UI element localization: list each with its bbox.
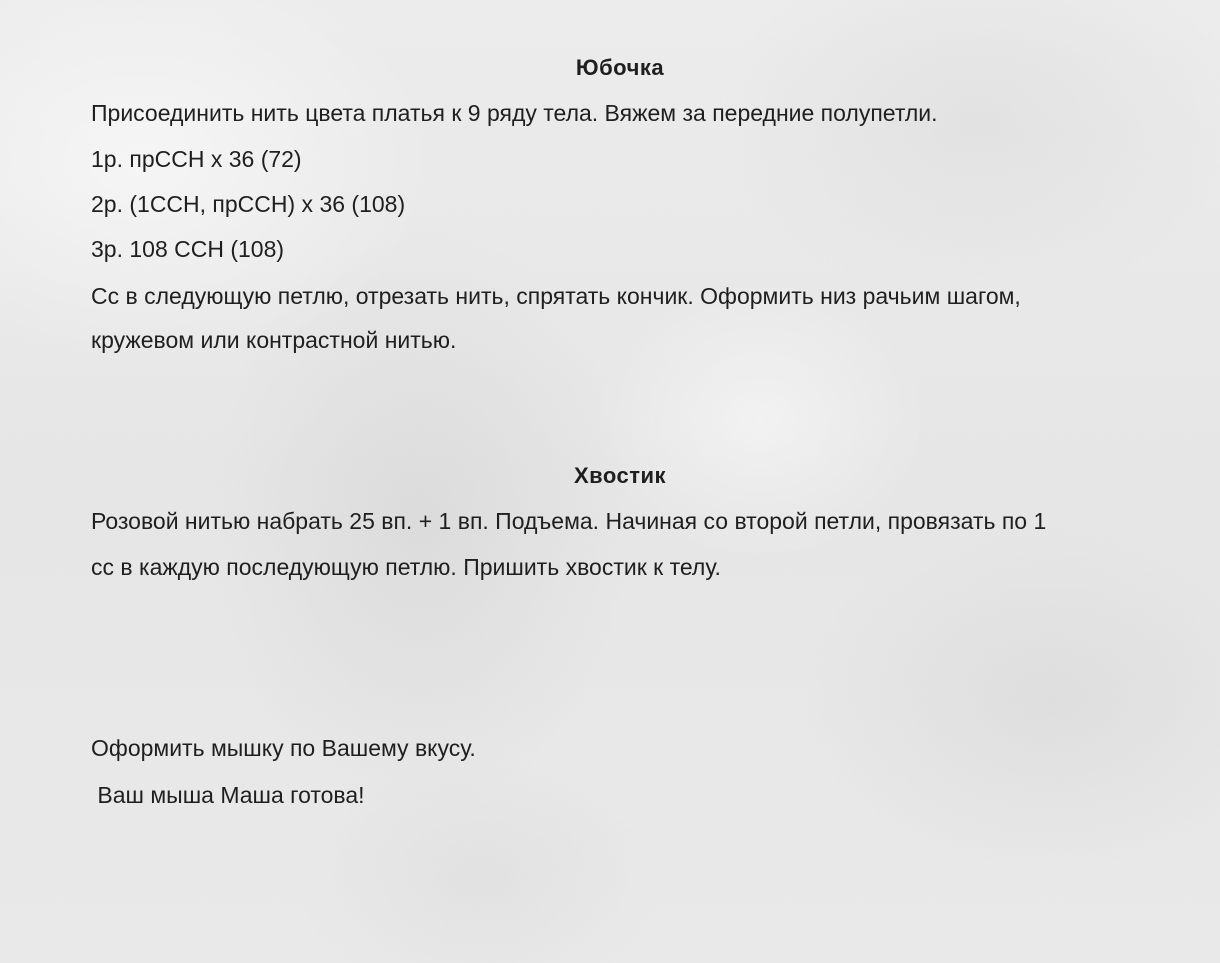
skirt-finish-line: Сс в следующую петлю, отрезать нить, спрятать кончик. Оформить низ рачьим шагом, (91, 283, 1021, 309)
closing-final-line: Ваш мыша Маша готова! (91, 782, 365, 808)
closing-line: Оформить мышку по Вашему вкусу. (91, 735, 476, 761)
skirt-row-2: 2р. (1ССН, прССН) х 36 (108) (91, 191, 406, 217)
skirt-instruction-line: Присоединить нить цвета платья к 9 ряду тела. Вяжем за передние полупетли. (91, 100, 938, 126)
skirt-finish-line-cont: кружевом или контрастной нитью. (91, 327, 457, 353)
skirt-row-1: 1р. прССН х 36 (72) (91, 146, 302, 172)
section-title-tail: Хвостик (573, 463, 667, 488)
tail-instruction-line-cont: сс в каждую последующую петлю. Пришить хвостик к телу. (91, 554, 721, 580)
skirt-row-3: 3р. 108 ССН (108) (91, 236, 285, 262)
section-title-skirt: Юбочка (575, 55, 665, 80)
tail-instruction-line: Розовой нитью набрать 25 вп. + 1 вп. Подъема. Начиная со второй петли, провязать по 1 (91, 508, 1047, 534)
